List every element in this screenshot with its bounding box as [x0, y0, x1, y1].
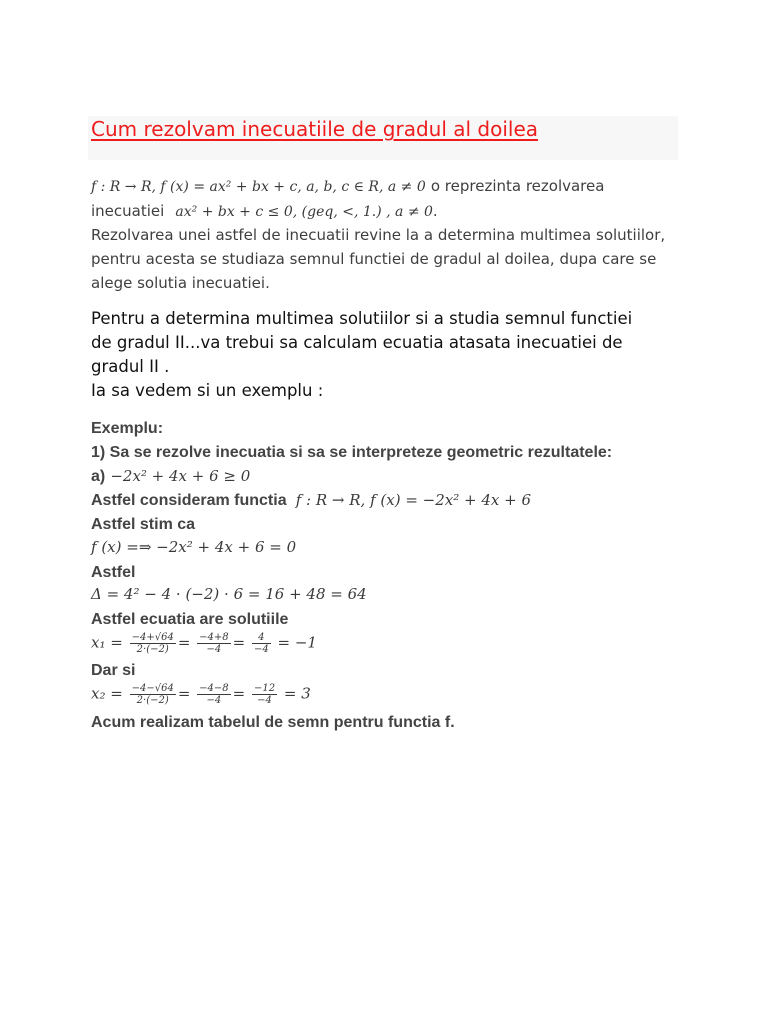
x2-equation: x₂ = $\frac{-4-√64}{2\cdot(-2)}$ = $\frac{-4-8}{-4}$ = $\frac{-12}{-4}$ = 3: [91, 683, 311, 706]
x1-fraction-1-numerator: −4+√64: [131, 632, 174, 643]
know-formula: f (x) =⇒ −2x² + 4x + 6 = 0: [91, 538, 297, 556]
x2-fraction-1: [130, 683, 176, 706]
know-label: Astfel stim ca: [91, 516, 196, 533]
example-heading: Exemplu:: [91, 420, 164, 437]
paragraph-2-line-3: gradul II .: [91, 357, 170, 376]
x1-fraction-3: [252, 632, 271, 655]
x1-fraction-2: [197, 632, 230, 655]
x2-lhs: x₂ =: [91, 684, 123, 703]
part-a-formula: −2x² + 4x + 6 ≥ 0: [110, 467, 251, 485]
inequation-end: .: [432, 202, 438, 220]
inequation-label: inecuatiei: [91, 202, 165, 220]
part-a-line: [91, 466, 250, 486]
paragraph-2-line-1: Pentru a determina multimea solutiilor si a studia semnul functiei: [91, 309, 633, 328]
function-definition-tail: o reprezinta rezolvarea: [430, 177, 605, 195]
consider-line: [91, 490, 531, 510]
delta-formula: Δ = 4² − 4 · (−2) · 6 = 16 + 48 = 64: [91, 585, 367, 603]
solutions-label: Astfel ecuatia are solutiile: [91, 611, 289, 628]
part-a-label: a): [91, 468, 106, 485]
x1-fraction-2-numerator: −4+8: [199, 632, 229, 643]
x1-fraction-3-numerator: 4: [252, 632, 271, 644]
x1-fraction-1: [130, 632, 176, 655]
consider-formula: f : R → R, f (x) = −2x² + 4x + 6: [295, 491, 532, 509]
x2-fraction-2-denominator: −4: [206, 695, 222, 706]
x2-fraction-2-numerator: −4−8: [199, 683, 229, 694]
inequation-formula: ax² + bx + c ≤ 0, (geq, <, 1.) , a ≠ 0: [175, 204, 433, 220]
consider-label: Astfel consideram functia: [91, 492, 287, 509]
x2-fraction-3: [252, 683, 277, 706]
x1-fraction-2-denominator: −4: [206, 644, 222, 655]
x2-result: = 3: [283, 684, 311, 703]
example-task: 1) Sa se rezolve inecuatia si sa se interpreteze geometric rezultatele:: [91, 444, 613, 461]
x2-fraction-3-numerator: −12: [253, 683, 276, 694]
x2-fraction-2: [197, 683, 230, 706]
paragraph-2-line-2: de gradul II...va trebui sa calculam ecuatia atasata inecuatiei de: [91, 333, 623, 352]
x1-result: = −1: [277, 633, 317, 652]
function-definition-formula: f : R → R, f (x) = ax² + bx + c, a, b, c ∈ R, a ≠ 0: [91, 179, 426, 195]
x2-fraction-3-denominator: −4: [257, 695, 272, 706]
and-label: Dar si: [91, 662, 136, 679]
x1-fraction-1-denominator: 2·(−2): [136, 644, 169, 655]
delta-label: Astfel: [91, 564, 136, 581]
paragraph-1-line-2: pentru acesta se studiaza semnul functiei de gradul al doilea, dupa care se: [91, 250, 657, 268]
paragraph-1-line-3: alege solutia inecuatiei.: [91, 274, 270, 292]
x2-fraction-1-numerator: −4−√64: [131, 683, 174, 694]
function-definition-line: [91, 176, 604, 195]
inequation-line: [91, 201, 438, 220]
paragraph-1-line-1: Rezolvarea unei astfel de inecuatii revine la a determina multimea solutiilor,: [91, 226, 666, 244]
closing-sentence: Acum realizam tabelul de semn pentru functia f.: [91, 714, 455, 731]
x1-fraction-3-denominator: −4: [253, 644, 269, 655]
page-title: Cum rezolvam inecuatiile de gradul al doilea: [91, 117, 539, 141]
x1-lhs: x₁ =: [91, 633, 123, 652]
x2-fraction-1-denominator: 2·(−2): [136, 695, 169, 706]
paragraph-2-line-4: Ia sa vedem si un exemplu :: [91, 381, 324, 400]
x1-equation: x₁ = $\frac{-4+√64}{2\cdot(-2)}$ = $\frac{-4+8}{-4}$ = $\frac{4}{-4}$ = −1: [91, 632, 317, 655]
